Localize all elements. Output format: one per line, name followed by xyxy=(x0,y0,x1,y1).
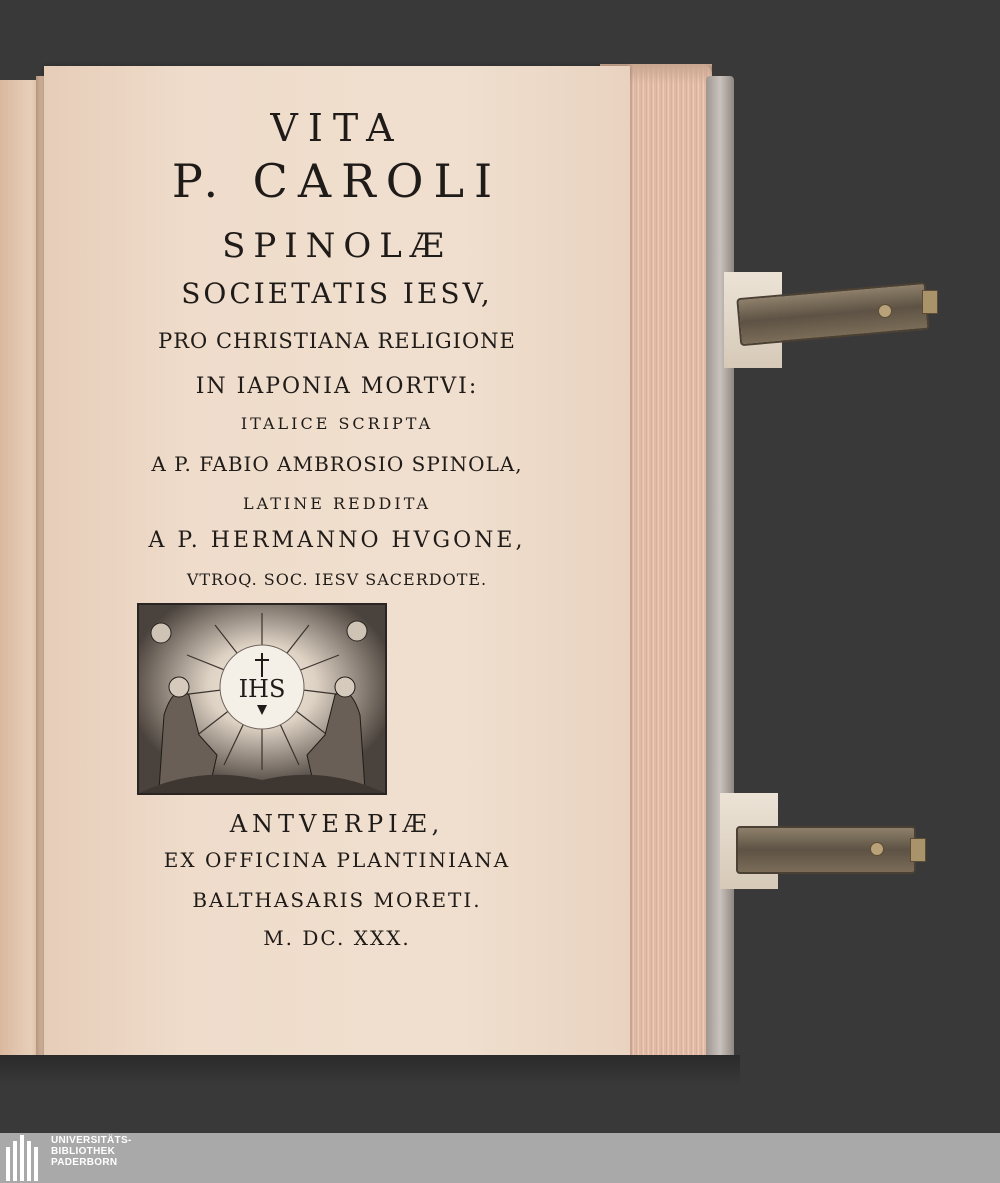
library-footer xyxy=(0,1133,1000,1183)
title-line-vita: VITA xyxy=(270,106,404,150)
clasp-pin-lower xyxy=(910,838,926,862)
clasp-lower xyxy=(736,826,916,874)
title-line-pro-christiana: PRO CHRISTIANA RELIGIONE xyxy=(158,329,516,353)
ihs-engraving xyxy=(139,605,385,793)
title-line-vtroq: VTROQ. SOC. IESV SACERDOTE. xyxy=(186,570,488,589)
title-page xyxy=(44,66,630,1066)
title-line-italice: ITALICE SCRIPTA xyxy=(240,414,434,433)
clasp-rivet-upper xyxy=(878,304,892,318)
title-line-spinolae: SPINOLÆ xyxy=(222,226,452,266)
title-line-hermanno: A P. HERMANNO HVGONE, xyxy=(148,528,526,553)
ihs-vignette xyxy=(137,603,387,795)
book-cover-edge xyxy=(706,76,734,1066)
imprint-year: M. DC. XXX. xyxy=(263,926,411,950)
title-line-iaponia: IN IAPONIA MORTVI: xyxy=(195,374,479,399)
imprint-city: ANTVERPIÆ, xyxy=(229,810,445,838)
clasp-rivet-lower xyxy=(870,842,884,856)
library-name-line-1: UNIVERSITÄTS- xyxy=(51,1135,132,1146)
imprint-printer: BALTHASARIS MORETI. xyxy=(192,888,482,912)
book-shadow xyxy=(0,1055,740,1085)
library-logo-icon xyxy=(6,1135,46,1181)
library-name-line-2: BIBLIOTHEK xyxy=(51,1146,116,1157)
title-line-fabio: A P. FABIO AMBROSIO SPINOLA, xyxy=(151,452,523,476)
ihs-monogram: IHS xyxy=(238,675,286,703)
title-line-caroli: P. CAROLI xyxy=(171,154,503,208)
title-line-societatis: SOCIETATIS IESV, xyxy=(181,277,493,310)
clasp-pin-upper xyxy=(922,290,938,314)
imprint-officina: EX OFFICINA PLANTINIANA xyxy=(163,848,511,872)
library-name-line-3: PADERBORN xyxy=(51,1157,118,1168)
title-line-latine: LATINE REDDITA xyxy=(242,494,432,513)
